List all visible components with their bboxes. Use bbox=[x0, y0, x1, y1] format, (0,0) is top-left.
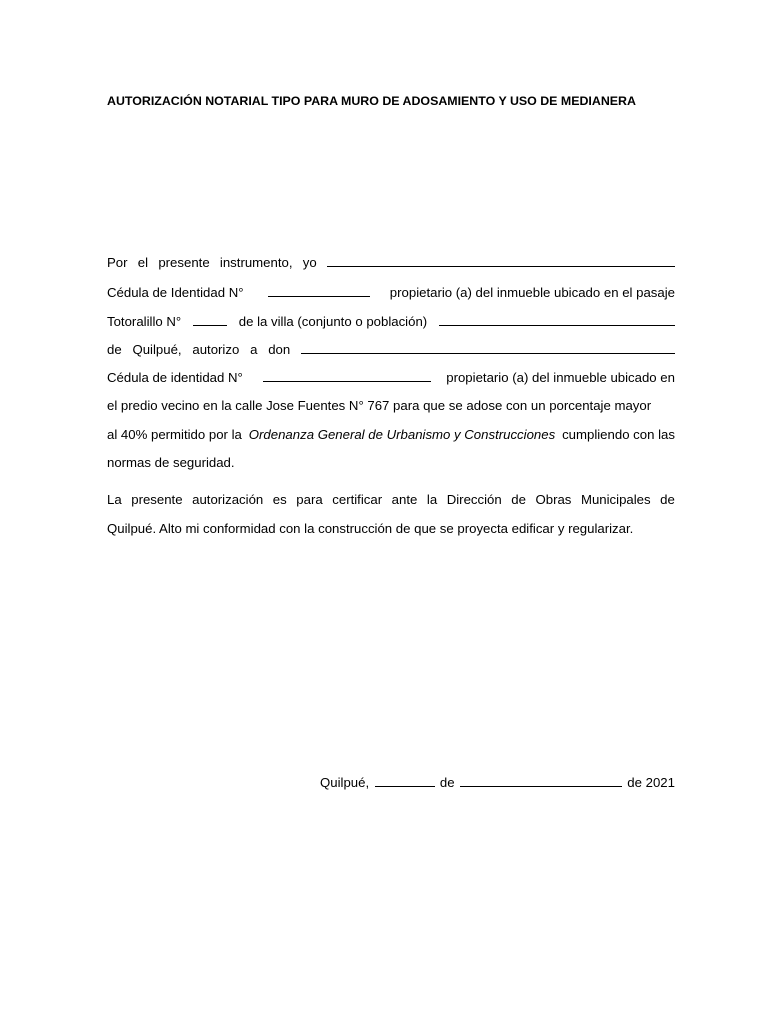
text: propietario (a) del inmueble ubicado en el pasaje bbox=[389, 285, 675, 300]
word: presente bbox=[158, 255, 210, 270]
word: de bbox=[511, 492, 526, 507]
word: de bbox=[107, 342, 122, 357]
word: Obras bbox=[535, 492, 572, 507]
p1-line-7 bbox=[107, 425, 675, 445]
owner-name-blank[interactable] bbox=[327, 252, 675, 267]
word: de bbox=[660, 492, 675, 507]
neighbor-name-blank[interactable] bbox=[301, 339, 675, 354]
text: cumpliendo con las bbox=[562, 427, 675, 442]
p1-line-2 bbox=[107, 282, 675, 302]
word: autorizo bbox=[192, 342, 240, 357]
p1-line-4 bbox=[107, 339, 675, 359]
text: propietario (a) del inmueble ubicado en bbox=[446, 370, 675, 385]
word: yo bbox=[302, 255, 317, 270]
year-label: de 2021 bbox=[627, 775, 675, 790]
word: La bbox=[107, 492, 122, 507]
day-blank[interactable] bbox=[375, 772, 435, 787]
p2-line-1 bbox=[107, 490, 675, 510]
date-line bbox=[320, 772, 675, 792]
p1-line-5 bbox=[107, 367, 675, 387]
text: al 40% permitido por la bbox=[107, 427, 242, 442]
text: Totoralillo N° bbox=[107, 314, 182, 329]
word: certificar bbox=[332, 492, 383, 507]
word: para bbox=[296, 492, 323, 507]
de-label: de bbox=[439, 775, 455, 790]
word: el bbox=[137, 255, 149, 270]
word: Por bbox=[107, 255, 128, 270]
word: ante bbox=[391, 492, 418, 507]
text: de la villa (conjunto o población) bbox=[238, 314, 428, 329]
document-title: AUTORIZACIÓN NOTARIAL TIPO PARA MURO DE ADOSAMIENTO Y USO DE MEDIANERA bbox=[107, 94, 636, 108]
word: Municipales bbox=[580, 492, 651, 507]
owner-id-blank[interactable] bbox=[268, 282, 370, 297]
word: instrumento, bbox=[219, 255, 293, 270]
word: a bbox=[250, 342, 258, 357]
p1-line-3 bbox=[107, 311, 675, 331]
city-label: Quilpué, bbox=[320, 775, 370, 790]
p1-line-1 bbox=[107, 252, 675, 272]
p1-line-6: el predio vecino en la calle Jose Fuentes N° 767 para que se adose con un porcentaje mayor bbox=[107, 398, 652, 413]
word: Quilpué, bbox=[132, 342, 182, 357]
word: don bbox=[268, 342, 291, 357]
text: Cédula de identidad N° bbox=[107, 370, 243, 385]
house-number-blank[interactable] bbox=[193, 311, 227, 326]
month-blank[interactable] bbox=[460, 772, 622, 787]
villa-blank[interactable] bbox=[439, 311, 675, 326]
word: la bbox=[426, 492, 438, 507]
ordinance-name: Ordenanza General de Urbanismo y Construcciones bbox=[248, 427, 556, 442]
word: presente bbox=[131, 492, 183, 507]
word: autorización bbox=[192, 492, 264, 507]
p2-line-2: Quilpué. Alto mi conformidad con la construcción de que se proyecta edificar y regularizar. bbox=[107, 521, 634, 536]
word: Dirección bbox=[446, 492, 502, 507]
word: es bbox=[272, 492, 287, 507]
neighbor-id-blank[interactable] bbox=[263, 367, 431, 382]
p1-line-8: normas de seguridad. bbox=[107, 455, 235, 470]
text: Cédula de Identidad N° bbox=[107, 285, 244, 300]
